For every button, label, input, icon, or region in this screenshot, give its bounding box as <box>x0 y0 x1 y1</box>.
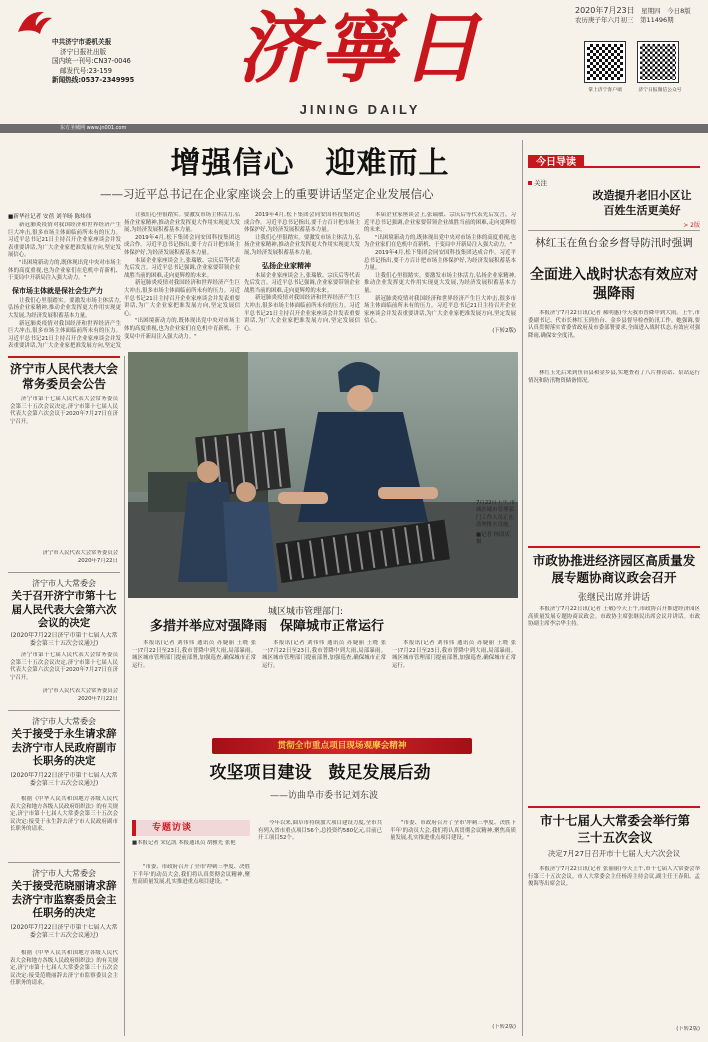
guide-header <box>528 150 700 168</box>
news-title: 市十七届人大常委会举行第三十五次会议 <box>540 813 690 845</box>
decision-note: (2020年7月22日济宁市第十七届人大常委会第三十五次会议通过) <box>10 772 118 787</box>
divider <box>8 572 120 573</box>
lead-paragraph: "出困境新动力的,既体现出党中央对市场主体的高度重视,也为企业家们在危机中育新机、于变局中开新局注入强大动力。" <box>364 234 516 249</box>
photo-credit: ■记者 杨国庆 摄 <box>476 531 510 546</box>
lead-paragraph: 让我们心里很踏实。要激发市场主体活力,弘扬企业家精神,推动企业发挥更大作用实现更大发展,为经济发展积蓄基本力量。 <box>244 234 360 256</box>
continued-note: (下转2版) <box>492 327 516 334</box>
announcement-signature: 济宁市人民代表大会常务委员会 <box>42 550 118 556</box>
photo-story-body: 本报讯(记者 刘伟伟 通讯员 苏婕丽 王晓 张一)7月22日至23日,我市普降中到大雨,局部暴雨。城区城市管理部门提前部署,加强巡查,确保城市正常运行。 <box>262 640 386 669</box>
lead-section-heading: 弘扬企业家精神 <box>262 260 311 270</box>
decision-kicker: 济宁市人大常委会 <box>32 717 96 726</box>
focus-label <box>528 178 588 187</box>
page-count: 今日8版 <box>667 7 691 15</box>
lead-paragraph: 让我们心里很踏实。要激发市场主体活力,弘扬企业家精神,推动企业发挥更大作用实现更大发展,为经济发展积蓄基本力量。 <box>8 297 121 319</box>
photo-caption <box>476 500 516 580</box>
lead-paragraph: "出困境新动力的,既体现出党中央对市场主体的高度重视,也为企业家们在危机中育新机、于变局中开新局注入强大动力。" <box>8 259 121 282</box>
newspaper-logo-icon <box>14 6 56 40</box>
news-subtitle: 张继民出席并讲话 <box>577 593 650 603</box>
feature-tag <box>132 820 250 836</box>
decision-body: 济宁市第十七届人民代表大会常务委员会第三十五次会议决定,济宁市第十七届人民代表大会第六次会议于2020年7月27日在济宁召开。 <box>10 652 118 681</box>
teaser-title: 改造提升老旧小区让百姓生活更美好 <box>592 189 692 217</box>
lead-paragraph: "出困境新动力的,既体现出党中央对市场主体的高度重视,也为企业家们在危机中育新机、于变局中开新局注入强大动力。" <box>124 318 240 340</box>
right-column-separator <box>522 140 523 1036</box>
continued-note: (下转2版) <box>492 1024 516 1030</box>
lead-paragraph: 新冠肺炎疫情对我国经济和世界经济产生巨大冲击,很多市场主体面临前所未有的压力。习近平总书记21日主持召开企业家座谈会并发表重要讲话,为广大企业家把准发展方向,坚定发 <box>8 320 121 350</box>
lead-section-heading: 保市场主体就是保社会生产力 <box>12 285 103 295</box>
lead-paragraph: 本届企业家座谈会上,张瑞敏、宗庆后等代表先后发言。习近平总书记强调,企业家要带领企业战胜当前的困难,走向更辉煌的未来。 <box>124 257 240 279</box>
left-column-top-rule <box>8 356 120 358</box>
lead-column-1 <box>8 222 121 350</box>
divider <box>8 710 120 711</box>
lead-paragraph: 新冠肺炎疫情对我国经济和世界经济产生巨大冲击,很多市场主体面临前所未有的压力。习近平总书记21日主持召开企业家座谈会并发表重要讲话,为广大企业家把准发展方向,坚定发展信心。 <box>124 280 240 317</box>
org-name: 中共济宁市委机关报 <box>52 38 112 46</box>
news-kicker: 林红玉在鱼台金乡督导防汛时强调 <box>535 237 693 249</box>
news-photo <box>128 352 518 598</box>
web-address: 东方圣城网 www.jn001.com <box>60 125 127 131</box>
photo-story-kicker: 城区城市管理部门: <box>268 607 344 617</box>
lunar-date: 农历庚子年六月初三 <box>575 16 634 24</box>
decision-note: (2020年7月22日济宁市第十七届人大常委会第三十五次会议通过) <box>10 924 118 939</box>
decision-body: 根据《中华人民共和国地方各级人民代表大会和地方各级人民政府组织法》的有关规定,济宁市第十七届人大常委会第三十五次会议决定:接受于永生辞去济宁市人民政府副市长职务的请求。 <box>10 796 118 833</box>
lead-paragraph: 2019年4月,松下集团会同安国科技集团达成合作。习近平总书记指出,要千方百计把市场主体保护好,为经济发展积蓄基本力量。 <box>244 212 360 234</box>
lead-title: 增强信心 迎难而上 <box>170 146 450 181</box>
weekday: 星期四 <box>641 7 661 15</box>
masthead <box>0 0 708 130</box>
feature-subtitle: ——访曲阜市委书记刘东波 <box>270 791 379 801</box>
feature-byline: ■本报记者 宋亿凯 本报通讯员 胡雅光 张艳 <box>132 840 236 846</box>
news-subtitle: 决定7月27日召开市十七届人大六次会议 <box>547 849 681 858</box>
feature-title: 攻坚项目建设 鼓足发展后劲 <box>209 763 431 783</box>
news-title: 全面进入战时状态有效应对强降雨 <box>530 267 698 302</box>
qr-code-wechat-icon <box>638 42 678 82</box>
issue-date: 2020年7月23日 <box>575 6 635 15</box>
newspaper-name-english: JINING DAILY <box>299 102 421 117</box>
teaser-page-link[interactable]: > 2版 <box>683 222 700 229</box>
lead-paragraph: 新冠肺炎疫情对我国经济和世界经济产生巨大冲击,很多市场主体面临前所未有的压力。习近平总书记21日主持召开企业家座谈会并发表重要讲话,为广大企业家把准发展方向,坚定发展信心。 <box>8 222 121 259</box>
lead-paragraph: 2019年4月,松下集团会同安国科技集团达成合作。习近平总书记指出,要千方百计把市场主体保护好,为经济发展积蓄基本力量。 <box>124 234 240 256</box>
decision-kicker: 济宁市人大常委会 <box>32 579 96 588</box>
news-hotline: 新闻热线:0537-2349995 <box>52 76 135 85</box>
decision-date: 2020年7月22日 <box>77 696 118 702</box>
feature-tag-text: 专题访谈 <box>152 823 193 833</box>
divider <box>8 862 120 863</box>
photo-caption-text: 7月22日上午,市城区城市管理部门工作人员正在清理排水设施。 <box>476 500 515 529</box>
news-body: 本报济宁7月22日讯(记者 张丽丽)今天上午,市十七届人大常委会举行第三十五次会议。市人大常委会主任杨涛主持会议,副主任王春阳、孟俊海等出席会议。 <box>528 866 700 888</box>
announcement-date: 2020年7月22日 <box>77 558 118 564</box>
photo-story-body: 本报讯(记者 刘伟伟 通讯员 苏婕丽 王晓 张一)7月22日至23日,我市普降中到大雨,局部暴雨。城区城市管理部门提前部署,加强巡查,确保城市正常运行。 <box>132 640 256 669</box>
decision-title: 关于接受范晓丽请求辞去济宁市监察委员会主任职务的决定 <box>11 880 117 919</box>
decision-note: (2020年7月22日济宁市第十七届人大常委会第三十五次会议通过) <box>10 632 118 647</box>
issue-info <box>575 6 695 25</box>
guide-header-text: 今日导读 <box>528 155 584 168</box>
announcement-body: 济宁市第十七届人民代表大会常务委员会第三十五次会议决定,济宁市第十七届人民代表大会第六次会议于2020年7月27日在济宁召开。 <box>10 396 118 425</box>
divider <box>528 230 700 231</box>
lead-paragraph: 新冠肺炎疫情对我国经济和世界经济产生巨大冲击,很多市场主体面临前所未有的压力。习近平总书记21日主持召开企业家座谈会并发表重要讲话,为广大企业家把准发展方向,坚定发展信心。 <box>244 295 360 332</box>
qr-label-app: 掌上济宁客户端 <box>588 88 622 93</box>
photo-story-body: 本报讯(记者 刘伟伟 通讯员 苏婕丽 王晓 张一)7月22日至23日,我市普降中到大雨,局部暴雨。城区城市管理部门提前部署,加强巡查,确保城市正常运行。 <box>392 640 516 669</box>
lead-paragraph: 新冠肺炎疫情对我国经济和世界经济产生巨大冲击,很多市场主体面临前所未有的压力。习近平总书记21日主持召开企业家座谈会并发表重要讲话,为广大企业家把准发展方向,坚定发展信心。 <box>364 295 516 325</box>
issue-number: 第11496期 <box>640 16 674 24</box>
feature-body: 今年以来,曲阜市持续加大项目建设力度,全市共有列入省市重点项目56个,总投资约580亿元,目前已开工项目52个。 <box>258 820 382 842</box>
news-top-rule <box>528 806 700 808</box>
decision-title: 关于召开济宁市第十七届人民代表大会第六次会议的决定 <box>11 590 117 629</box>
lead-column-2 <box>124 212 240 350</box>
publisher: 济宁日报社出版 <box>60 47 107 56</box>
feature-body: "市委、市政府召开了全市'冲刺三季度、决胜下半年'的动员大会,我们将认真贯彻会议精神,聚焦高质量发展,扎实推进重点项目建设。" <box>132 864 250 886</box>
qr-label-wechat: 济宁日报微信公众号 <box>638 88 682 93</box>
newspaper-name: 济寧日 <box>236 4 483 94</box>
news-body: 本报济宁7月22日讯(记者 郝明惠)今天我市普降中到大雨。上午,市委副书记、代市长林红玉到鱼台、金乡县督导检查防汛工作。她强调,要认真贯彻落实省委省政府及市委部署要求,全面进入战时状态,有效应对强降雨,确保安全度汛。 <box>528 310 700 339</box>
news-top-rule <box>528 546 700 548</box>
campaign-banner-text: 贯彻全市重点项目现场观摩会精神 <box>277 741 407 751</box>
lead-paragraph: 本届企业家座谈会上,张瑞敏、宗庆后等代表先后发言。习近平总书记强调,企业家要带领企业战胜当前的困难,走向更辉煌的未来。 <box>244 272 360 294</box>
decision-title: 关于接受于永生请求辞去济宁市人民政府副市长职务的决定 <box>11 728 117 767</box>
focus-bullet-icon <box>528 181 532 185</box>
post-code: 邮发代号:23-159 <box>60 66 112 75</box>
cn-number: 国内统一刊号:CN37-0046 <box>52 57 131 66</box>
lead-column-3 <box>244 212 360 350</box>
lead-paragraph: 本届企业家座谈会上,张瑞敏、宗庆后等代表先后发言。习近平总书记强调,企业家要带领企业战胜当前的困难,走向更辉煌的未来。 <box>364 212 516 234</box>
focus-label-text: 关注 <box>534 179 547 187</box>
continued-note: (下转2版) <box>676 1026 700 1032</box>
masthead-info <box>52 38 172 118</box>
photo-story-title: 多措并举应对强降雨 保障城市正常运行 <box>150 619 385 634</box>
news-title: 市政协推进经济园区高质量发展专题协商议政会召开 <box>532 553 696 585</box>
lead-paragraph: 2019年4月,松下集团会同安国科技集团达成合作。习近平总书记指出,要千方百计把市场主体保护好,为经济发展积蓄基本力量。 <box>364 249 516 272</box>
decision-body: 根据《中华人民共和国地方各级人民代表大会和地方各级人民政府组织法》的有关规定,济宁市第十七届人大常委会第三十五次会议决定:接受范晓丽辞去济宁市监察委员会主任职务的请求。 <box>10 950 118 987</box>
lead-paragraph: 让我们心里很踏实。要激发市场主体活力,弘扬企业家精神,推动企业发挥更大作用实现更大发展,为经济发展积蓄基本力量。 <box>364 272 516 294</box>
feature-body: "市委、市政府召开了全市'冲刺三季度、决胜下半年'的动员大会,我们将认真贯彻会议精神,聚焦高质量发展,扎实推进重点项目建设。" <box>390 820 516 842</box>
decision-signature: 济宁市人民代表大会常务委员会 <box>42 688 118 694</box>
campaign-banner <box>212 738 472 754</box>
lead-column-4 <box>364 212 516 350</box>
qr-code-app-icon <box>585 42 625 82</box>
news-body: 林红玉先后来到鱼台县和金乡县,实地查看了八片排涝站、泵站运行情况和防汛物资储备情况。 <box>528 370 700 384</box>
lead-subtitle: ——习近平总书记在企业家座谈会上的重要讲话坚定企业发展信心 <box>100 187 434 201</box>
lead-paragraph: 让我们心里很踏实。要激发市场主体活力,弘扬企业家精神,推动企业发挥更大作用实现更大发展,为经济发展积蓄基本力量。 <box>124 212 240 234</box>
news-body: 本报济宁7月22日讯(记者 王敬)今天上午,市政协召开推进经济园区高质量发展专题协商议政会。市政协主席张继民出席会议并讲话。市政协副主席李宗华主持。 <box>528 606 700 628</box>
lead-byline: ■新华社记者 安蓓 刘羊旸 陈炜伟 <box>8 214 92 220</box>
decision-kicker: 济宁市人大常委会 <box>32 869 96 878</box>
announcement-title: 济宁市人民代表大会常务委员会公告 <box>10 362 118 391</box>
left-column-separator <box>124 356 125 1036</box>
